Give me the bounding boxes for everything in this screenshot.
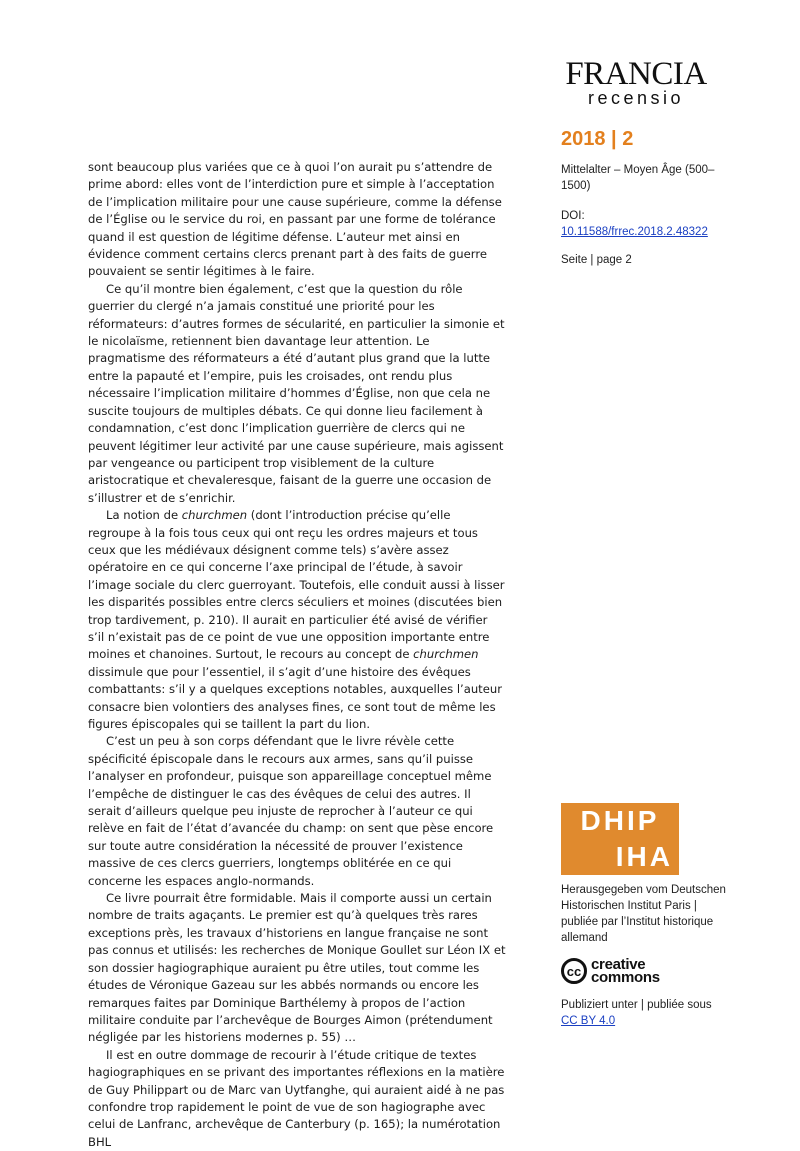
license-block [561,997,731,1029]
logo-title: FRANCIA [565,56,707,92]
paragraph-6: Il est en outre dommage de recourir à l’étude critique de textes hagiographiques en se privant des importantes réflexions en la matière de Guy Philippart ou de Marc van Uytfanghe, qui auraient aidé à ne pas confondre trop rapidement le point de vue de son hagiographe avec celui de Lanfranc, archevêque de Canterbury (p. 165); la numérotation BHL [88,1047,505,1149]
paragraph-4: C’est un peu à son corps défendant que le livre révèle cette spécificité épiscopale dans le recours aux armes, sans qu’il puisse l’analyser en profondeur, puisque son appareillage conceptuel même l’empêche de distinguer le cas des évêques de celui des autres. Il serait d’ailleurs quelque peu injuste de reprocher à l’auteur ce qui relève en fait de l’état d’avancée du champ: on sent que pèse encore sur toute autre considération la nécessité de prouver l’existence massive de ces clercs guerriers, longtemps oblitérée en ce qui concerne les espaces anglo-normands. [88,734,494,888]
page-number: Seite | page 2 [561,254,632,266]
creative-commons-logo [561,958,660,984]
francia-recensio-logo [556,58,716,107]
license-link[interactable]: CC BY 4.0 [561,1015,616,1027]
doi-block [561,208,731,240]
paragraph-2: Ce qu’il montre bien également, c’est que la question du rôle guerrier du clergé n’a jamais constitué une priorité pour les réformateurs: d’autres formes de sécularité, en particulier la simonie et le nicolaïsme, retiennent bien davantage leur attention. Le pragmatisme des réformateurs a été d’autant plus grand que la lutte entre la papauté et l’empire, puis les croisades, ont rendu plus nécessaire l’implication militaire d’hommes d’Église, non que cela ne suscite toujours de multiples débats. Ce qui donne lieu facilement à condamnation, c’est donc l’implication guerrière de clercs qui ne peuvent légitimer leur activité par une cause supérieure, mais agissent par vengeance ou participent trop visiblement de la culture aristocratique et chevaleresque, faisant de la guerre une occasion de s’illustrer et de s’enrichir. [88,281,505,505]
p3-text-c: dissimule que pour l’essentiel, il s’agit d’une histoire des évêques combattants: s’il y a quelques exceptions notables, auxquelles l’auteur consacre bien volontiers des analyses fines, ce sont tout de même les figures épiscopales qui se taillent la part du lion. [88,664,502,731]
license-text: Publiziert unter | publiée sous [561,999,712,1011]
p3-text-b: (dont l’introduction précise qu’elle regroupe à la fois tous ceux qui ont reçu les ordres majeurs et tous ceux que les médiévaux désignent comme tels) s’avère assez opératoire en ce qui concerne l’axe principal de l’étude, à savoir l’image sociale du clerc guerroyant. Toutefois, elle conduit aussi à lisser les disparités possibles entre clercs séculiers et moines (discutées bien trop tardivement, p. 210). Il aurait en particulier été avisé de vérifier s’il n’existait pas de ce point de vue une opposition importante entre moines et chanoines. Surtout, le recours au concept de [88,508,505,662]
issue-number: 2018 | 2 [561,128,634,150]
cc-word-2: commons [591,969,660,986]
period-label: Mittelalter – Moyen Âge (500–1500) [561,164,715,192]
paragraph-5: Ce livre pourrait être formidable. Mais il comporte aussi un certain nombre de traits agaçants. Le premier est qu’à quelques très rares exceptions près, les travaux d’historiens en langue française ne sont pas connus et utilisés: les recherches de Monique Goullet sur Léon IX et son dossier hagiographique auraient pu être utiles, tout comme les études de Véronique Gazeau sur les abbés normands ou encore les remarques faites par Dominique Barthélemy à propos de l’action militaire conduite par l’archevêque de Bourges Aimon (prétendument négligée par les historiens modernes p. 55) … [88,891,506,1045]
p3-term-2: churchmen [413,647,479,662]
dhip-letters: DHIP [580,805,660,836]
cc-icon: cc [561,958,587,984]
doi-label: DOI: [561,210,585,222]
review-body [88,159,506,1151]
logo-subtitle: recensio [587,88,685,108]
paragraph-3 [88,507,506,733]
cc-wordmark [591,958,660,984]
publisher-note: Herausgegeben vom Deutschen Historischen Institut Paris | publiée par l’Institut historique allemand [561,884,726,944]
iha-letters: IHA [615,841,673,872]
paragraph-1: sont beaucoup plus variées que ce à quoi l’on aurait pu s’attendre de prime abord: elles vont de l’interdiction pure et simple à l’acceptation de l’implication militaire pour une cause supérieure, comme la défense de l’Église ou le service du roi, en passant par une forme de tolérance quand il est question de légitime défense. L’auteur met ainsi en évidence comment certains clercs prenant part à des faits de guerre pouvaient se sentir légitimes à le faire. [88,160,502,279]
p3-term-1: churchmen [181,508,248,523]
cc-word-1: creative [591,956,646,973]
p3-text-a: La notion de [106,508,182,523]
dhip-iha-logo [561,803,679,875]
doi-link[interactable]: 10.11588/frrec.2018.2.48322 [561,226,708,238]
